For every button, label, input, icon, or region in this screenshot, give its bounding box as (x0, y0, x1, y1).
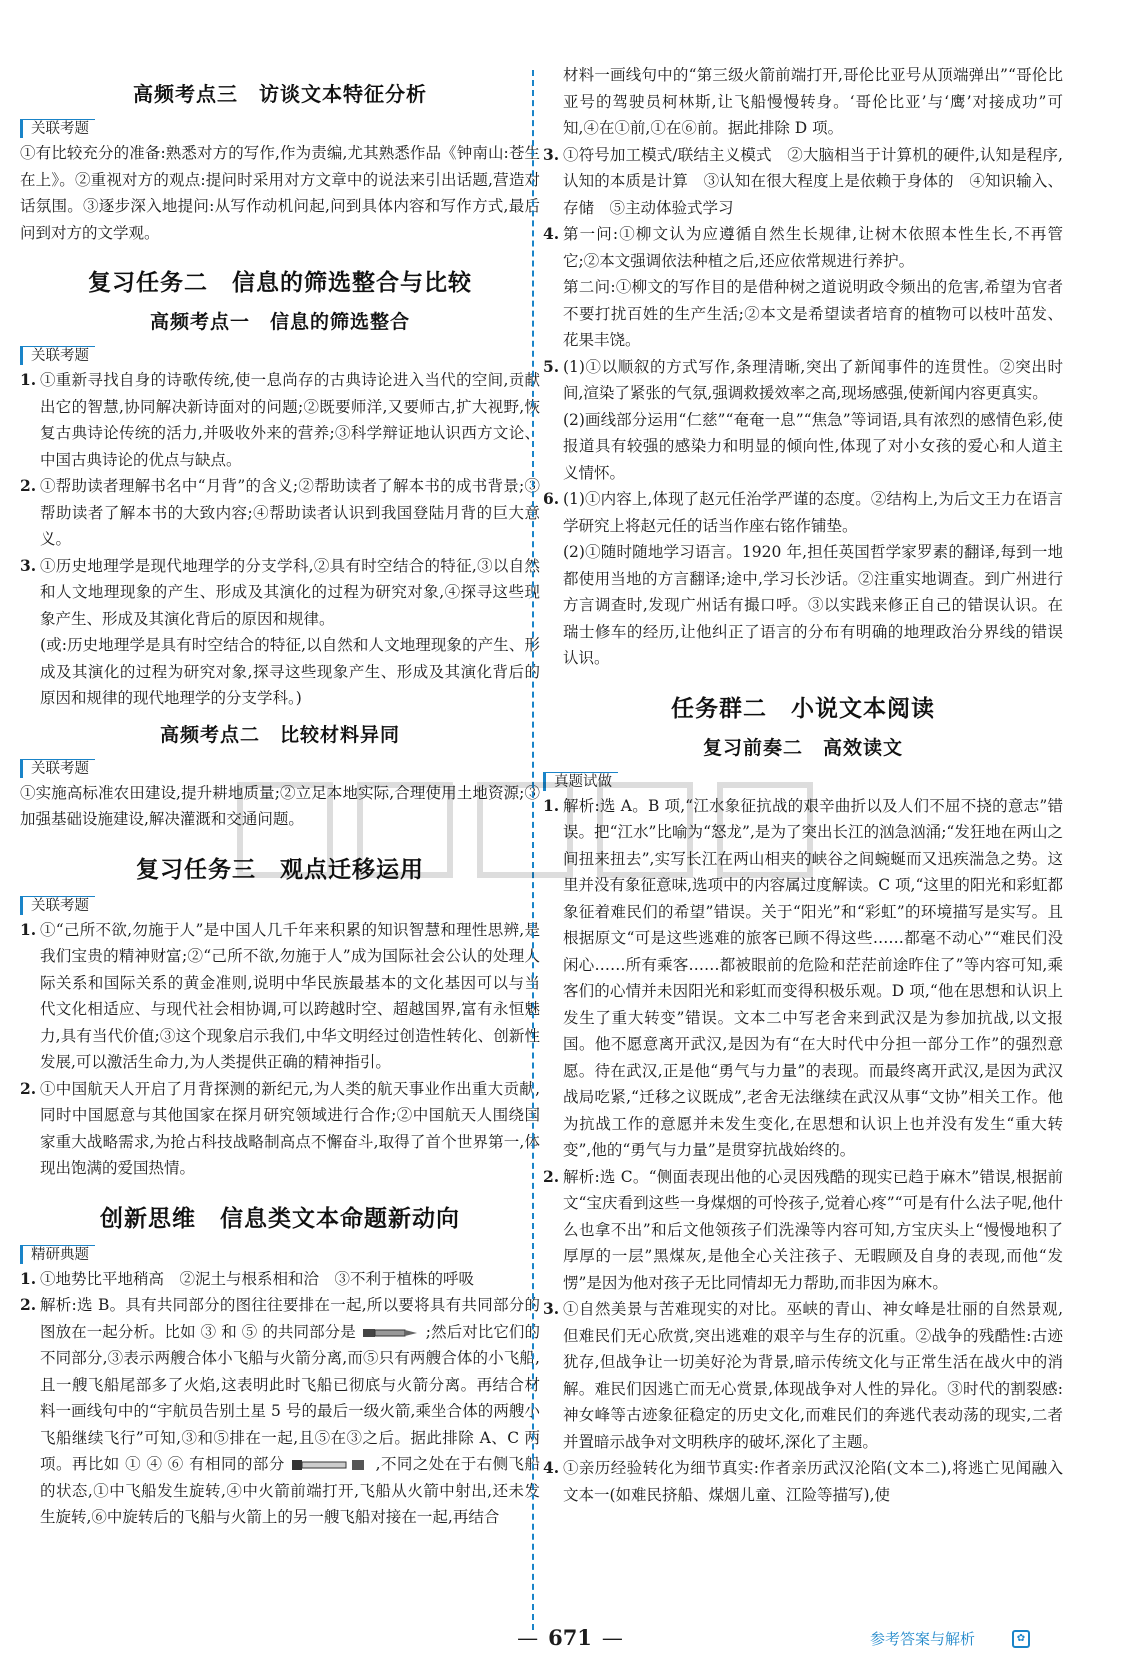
exam-questions-tag: 真题试做 (543, 772, 618, 791)
answer-paragraph: 材料一画线句中的“第三级火箭前端打开,哥伦比亚号从顶端弹出”“哥伦比亚号的驾驶员柯林斯,让飞船慢慢转身。‘哥伦比亚’与‘鹰’对接成功”可知,④在①前,①在⑥前。据此排除 D 项。 (563, 66, 1063, 137)
answer-item: 1. ①重新寻找自身的诗歌传统,使一息尚存的古典诗论进入当代的空间,贡献出它的智慧,协同解决新诗面对的问题;②既要师洋,又要师古,扩大视野,恢复古典诗论传统的活力,并吸收外来的营养;③科学辩证地认识西方文论、中国古典诗论的优点与缺点。 (20, 370, 540, 469)
answer-item: 2. ①帮助读者理解书名中“月背”的含义;②帮助读者了解本书的成书背景;③帮助读者了解本书的大致内容;④帮助读者认识到我国登陆月背的巨大意义。 (20, 476, 540, 548)
answer-item: 1. ①地势比平地稍高 ②泥土与根系相和洽 ③不利于植株的呼吸 (20, 1268, 475, 1288)
answer-item: 5. (1)①以顺叙的方式写作,条理清晰,突出了新闻事件的连贯性。②突出时间,渲染了紧张的气氛,强调救援效率之高,现场感强,使新闻内容更真实。 (543, 356, 1063, 402)
answer-item: 1. ①“己所不欲,勿施于人”是中国人几千年来积累的知识智慧和理性思辨,是我们宝贵的精神财富;②“己所不欲,勿施于人”成为国际社会公认的处理人际关系和国际关系的黄金准则,说明中华民族最基本的文化基因可以与当代文化相适应、与现代社会相协调,可以跨越时空、超越国界,富有永恒魅力,具有当代价值;③这个现象启示我们,中华文明经过创造性转化、创新性发展,可以激活生命力,为人类提供正确的精神指引。 (20, 919, 540, 1071)
answer-item: 2. 解析:选 C。“侧面表现出他的心灵因残酷的现实已趋于麻木”错误,根据前文“宝庆看到这些一身煤烟的可怜孩子,觉着心疼”“可是有什么法子呢,他什么也拿不出”和后文他领孩子们洗澡等内容可知,方宝庆头上“慢慢地积了厚厚的一层”黑煤灰,是他全心关注孩子、无暇顾及自身的表现,而他“发愣”是因为他对孩子无比同情却无力帮助,而非因为麻木。 (543, 1166, 1063, 1292)
rocket-diagram-icon (290, 1456, 370, 1474)
answer-paragraph: ①有比较充分的准备:熟悉对方的写作,作为责编,尤其熟悉作品《钟南山:苍生在上》。②重视对方的观点:提问时采用对方文章中的说法来引出话题,营造对话氛围。③逐步深入地提问:从写作动机问起,问到具体内容和写作方式,最后问到对方的文学观。 (20, 144, 540, 242)
section-title-novel: 任务群二 小说文本阅读 (671, 695, 935, 722)
page-number: — 671 — (470, 1625, 670, 1650)
section-title-task2: 复习任务二 信息的筛选整合与比较 (88, 270, 472, 296)
section-title-innovation: 创新思维 信息类文本命题新动向 (100, 1205, 460, 1232)
related-questions-tag: 关联考题 (20, 759, 95, 778)
right-column (543, 62, 1063, 1508)
answer-item: 3. ①符号加工模式/联结主义模式 ②大脑相当于计算机的硬件,认知是程序,认知的本质是计算 ③认知在很大程度上是依赖于身体的 ④知识输入、存储 ⑤主动体验式学习 (543, 144, 1063, 217)
answer-item: 6. (1)①内容上,体现了赵元任治学严谨的态度。②结构上,为后文王力在语言学研究上将赵元任的话当作座右铭作铺垫。 (543, 489, 1063, 535)
subsection-title: 复习前奏二 高效读文 (702, 736, 903, 759)
study-questions-tag: 精研典题 (20, 1245, 95, 1264)
answer-item: 1. 解析:选 A。B 项,“江水象征抗战的艰辛曲折以及人们不屈不挠的意志”错误。把“江水”比喻为“怒龙”,是为了突出长江的汹急汹涌;“发狂地在两山之间扭来扭去”,实写长江在两山相夹的峡谷之间蜿蜒而又迅疾湍急之势。这里并没有象征意味,选项中的内容属过度解读。C 项,“这里的阳光和彩虹都象征着难民们的希望”错误。关于“阳光”和“彩虹”的环境描写是实写。且根据原文“可是这些逃难的旅客已顾不得这些……都毫不动心”“难民们没闲心……所有乘客……都被眼前的危险和茫茫前途昨住了”等内容可知,乘客们的心情并未因阳光和彩虹而变得积极乐观。D 项,“他在思想和认识上发生了重大转变”错误。文本二中写老舍来到武汉是为参加抗战,以文报国。他不愿意离开武汉,是因为有“在大时代中分担一部分工作”的强烈意愿。待在武汉,正是他“勇气与力量”的表现。而最终离开武汉,是因为武汉战局吃紧,“迁移之议既成”,老舍无法继续在武汉从事“文协”相关工作。他为抗战工作的意愿并未发生变化,在思想和认识上也并没有发生“重大转变”,他的“勇气与力量”是贯穿抗战始终的。 (543, 795, 1063, 1159)
column-divider (532, 70, 534, 1630)
answer-item: 2. 解析:选 B。具有共同部分的图往往要排在一起,所以要将具有共同部分的图放在一起分析。比如 ③ 和 ⑤ 的共同部分是 ;然后对比它们的不同部分,③表示两艘合体小飞船与火箭分离,而⑤只有两艘合体的小飞船,且一艘飞船尾部多了火焰,这表明此时飞船已彻底与火箭分离。再结合材料一画线句中的“宇航员告别土星 5 号的最后一级火箭,乘坐合体的两艘小飞船继续飞行”可知,③和⑤排在一起,且⑤在③之后。据此排除 A、C 两项。再比如 ① ④ ⑥ 有相同的部分 ,不同之处在于右侧飞船的状态,①中飞船发生旋转,④中火箭前端打开,飞船从火箭中射出,还未发生旋转,⑥中旋转后的飞船与火箭上的另一艘飞船对接在一起,再结合 (20, 1295, 540, 1526)
answer-item: 4. ①亲历经验转化为细节真实:作者亲历武汉沦陷(文本二),将逃亡见闻融入文本一(如难民挤船、煤烟儿童、江险等描写),使 (543, 1458, 1063, 1504)
settings-icon: ✿ (1012, 1630, 1030, 1648)
section-title-interview: 高频考点三 访谈文本特征分析 (133, 82, 427, 106)
related-questions-tag: 关联考题 (20, 896, 95, 915)
related-questions-tag: 关联考题 (20, 119, 95, 138)
answer-paragraph: ①实施高标准农田建设,提升耕地质量;②立足本地实际,合理使用土地资源;③加强基础设施建设,解决灌溉和交通问题。 (20, 783, 540, 828)
answer-item: 2. ①中国航天人开启了月背探测的新纪元,为人类的航天事业作出重大贡献,同时中国愿意与其他国家在探月研究领域进行合作;②中国航天人围绕国家重大战略需求,为抢占科技战略制高点不懈奋斗,取得了首个世界第一,体现出饱满的爱国热情。 (20, 1078, 540, 1177)
answer-item: (2)①随时随地学习语言。1920 年,担任英国哲学家罗素的翻译,每到一地都使用当地的方言翻译;途中,学习长沙话。②注重实地调查。到广州进行方言调查时,发现广州话有撮口呼。③以实践来修正自己的错误认识。在瑞士修车的经历,让他纠正了语言的分布有明确的地理政治分界线的错误认识。 (563, 543, 1063, 667)
left-column (20, 66, 540, 1531)
subsection-title: 高频考点二 比较材料异同 (159, 723, 400, 746)
section-title-task3: 复习任务三 观点迁移运用 (136, 856, 424, 883)
answer-item: 第二问:①柳文的写作目的是借种树之道说明政令频出的危害,希望为官者不要打扰百姓的生产生活;②本文是希望读者培育的植物可以枝叶茁发、花果丰饶。 (563, 278, 1063, 349)
rocket-diagram-icon (361, 1324, 421, 1342)
related-questions-tag: 关联考题 (20, 346, 95, 365)
answer-item: 3. ①历史地理学是现代地理学的分支学科,②具有时空结合的特征,③以自然和人文地理现象的产生、形成及其演化的过程为研究对象,④探寻这些现象产生、形成及其演化背后的原因和规律。 (20, 555, 540, 628)
subsection-title: 高频考点一 信息的筛选整合 (149, 311, 410, 333)
answer-item: (2)画线部分运用“仁慈”“奄奄一息”“焦急”等词语,具有浓烈的感情色彩,使报道具有较强的感染力和明显的倾向性,体现了对小女孩的爱心和人道主义情怀。 (563, 410, 1063, 482)
answer-item: 3. ①自然美景与苦难现实的对比。巫峡的青山、神女峰是壮丽的自然景观,但难民们无心欣赏,突出逃难的艰辛与生存的沉重。②战争的残酷性:古迹犹存,但战争让一切美好沦为背景,暗示传统文化与正常生活在战火中的消解。难民们因逃亡而无心赏景,体现战争对人性的异化。③时代的割裂感:神女峰等古迹象征稳定的历史文化,而难民们的奔逃代表动荡的现实,二者并置暗示战争对文明秩序的破坏,深化了主题。 (543, 1299, 1063, 1451)
answer-item: 4. 第一问:①柳文认为应遵循自然生长规律,让树木依照本性生长,不再管它;②本文强调依法种植之后,还应依常规进行养护。 (543, 224, 1063, 270)
footer-label: 参考答案与解析 (870, 1630, 976, 1648)
answer-note: (或:历史地理学是具有时空结合的特征,以自然和人文地理现象的产生、形成及其演化的过程为研究对象,探寻这些现象产生、形成及其演化背后的原因和规律的现代地理学的分支学科。) (40, 636, 540, 707)
